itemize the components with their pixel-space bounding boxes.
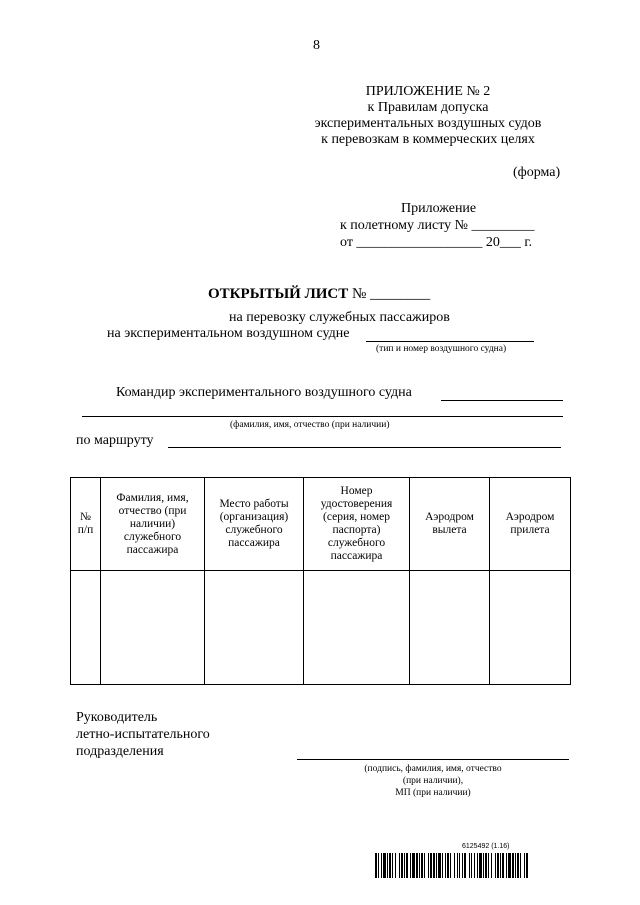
- appendix-title: ПРИЛОЖЕНИЕ № 2: [365, 84, 491, 99]
- form-label: (форма): [513, 165, 561, 180]
- commander-underline: [441, 400, 563, 401]
- commander-name-hint: (фамилия, имя, отчество (при наличии): [230, 420, 390, 430]
- table-cell[interactable]: [205, 571, 304, 685]
- attachment-title: Приложение: [401, 201, 477, 216]
- route-underline: [168, 447, 561, 448]
- table-cell[interactable]: [101, 571, 205, 685]
- table-cell[interactable]: [410, 571, 490, 685]
- document-title: [208, 286, 430, 303]
- page-number: 8: [313, 38, 320, 53]
- col-header-passenger-name: Фамилия, имя, отчество (при наличии) служебного пассажира: [101, 478, 205, 571]
- subtitle-line-2: на экспериментальном воздушном судне: [107, 326, 350, 341]
- table-row: [71, 571, 571, 685]
- commander-label: Командир экспериментального воздушного судна: [116, 385, 412, 400]
- signature-underline: [297, 759, 569, 760]
- table-cell[interactable]: [71, 571, 101, 685]
- appendix-line-2: к Правилам допуска: [367, 100, 489, 115]
- aircraft-underline: [366, 341, 534, 342]
- signature-hint-1: (подпись, фамилия, имя, отчество: [364, 764, 502, 774]
- appendix-line-3: экспериментальных воздушных судов: [314, 116, 542, 131]
- attachment-date: от __________________ 20___ г.: [340, 235, 533, 250]
- appendix-line-4: к перевозкам в коммерческих целях: [321, 132, 535, 147]
- signature-line-2: летно-испытательного: [76, 727, 210, 742]
- aircraft-hint: (тип и номер воздушного судна): [376, 344, 507, 354]
- document-title-number: № ________: [352, 286, 431, 302]
- barcode-number: 6125492 (1.16): [462, 843, 510, 850]
- col-header-workplace: Место работы (организация) служебного пассажира: [205, 478, 304, 571]
- col-header-document: Номер удостоверения (серия, номер паспорта) служебного пассажира: [304, 478, 410, 571]
- signature-hint-2: (при наличии),: [402, 776, 464, 786]
- col-header-number: № п/п: [71, 478, 101, 571]
- barcode-image: [375, 853, 607, 878]
- route-label: по маршруту: [76, 433, 154, 448]
- table-header-row: [71, 478, 571, 571]
- signature-hint-3: МП (при наличии): [395, 788, 471, 798]
- table-cell[interactable]: [304, 571, 410, 685]
- passengers-table: [70, 477, 571, 685]
- col-header-arrival-aerodrome: Аэродром прилета: [490, 478, 571, 571]
- document-title-bold: ОТКРЫТЫЙ ЛИСТ: [208, 286, 349, 302]
- subtitle-line-1: на перевозку служебных пассажиров: [229, 310, 450, 325]
- attachment-sheet-number: к полетному листу № _________: [340, 218, 535, 233]
- col-header-departure-aerodrome: Аэродром вылета: [410, 478, 490, 571]
- commander-name-underline: [82, 416, 563, 417]
- table-cell[interactable]: [490, 571, 571, 685]
- signature-line-1: Руководитель: [76, 710, 158, 725]
- signature-line-3: подразделения: [76, 744, 164, 759]
